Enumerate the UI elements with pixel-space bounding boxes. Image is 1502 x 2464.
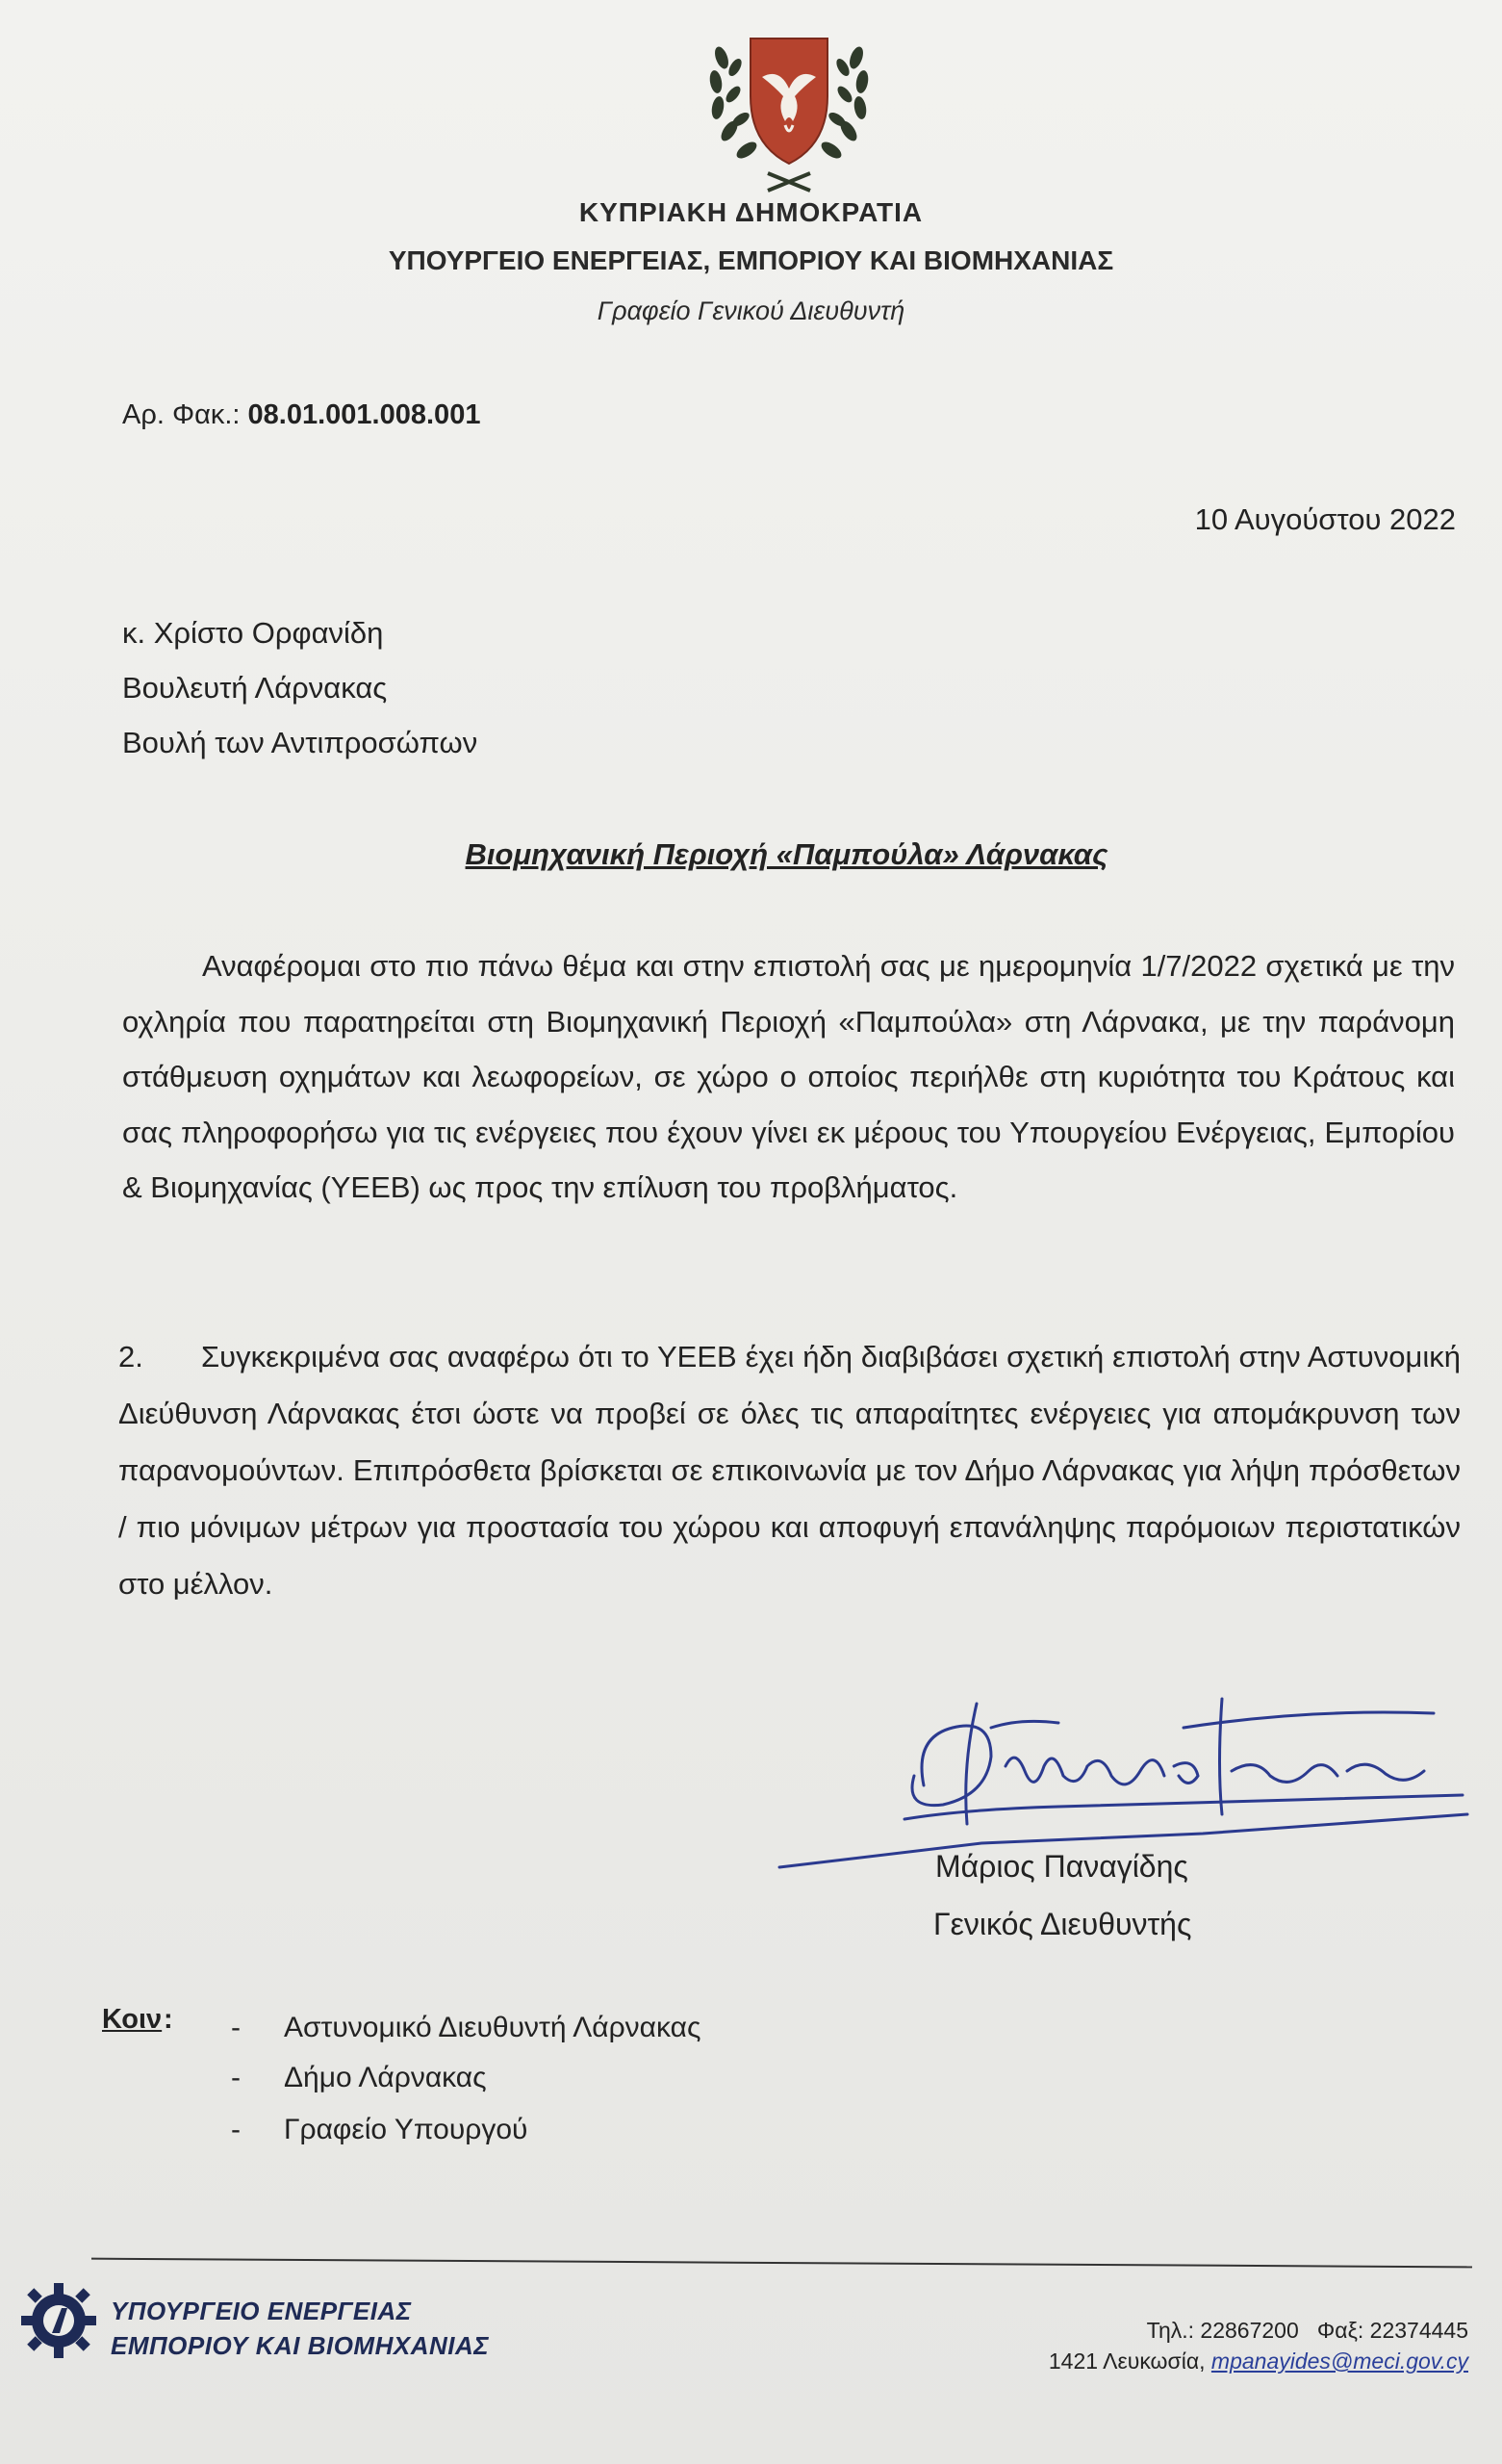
country-heading: ΚΥΠΡΙΑΚΗ ΔΗΜΟΚΡΑΤΙΑ	[578, 197, 924, 227]
copy-recipient-label: Δήμο Λάρνακας	[284, 2062, 487, 2093]
footer-ministry-line-1: ΥΠΟΥΡΓΕΙΟ ΕΝΕΡΓΕΙΑΣ	[111, 2297, 412, 2325]
letter-date: 10 Αυγούστου 2022	[1194, 502, 1456, 536]
copies-label: Κοιν	[102, 2004, 163, 2035]
copy-dash: -	[231, 2062, 241, 2093]
footer-phone-fax	[1147, 2318, 1468, 2344]
copy-dash: -	[231, 2012, 241, 2043]
letter-subject: Βιομηχανική Περιοχή «Παμπούλα» Λάρνακας	[465, 837, 1108, 871]
coat-of-arms-icon	[693, 29, 885, 192]
address-text: 1421 Λευκωσία,	[1048, 2348, 1206, 2374]
copy-recipient-label: Αστυνομικό Διευθυντή Λάρνακας	[284, 2012, 701, 2043]
file-reference-number: 08.01.001.008.001	[247, 399, 481, 430]
paragraph-2-text: Συγκεκριμένα σας αναφέρω ότι το ΥΕΕΒ έχει ήδη διαβιβάσει σχετική επιστολή στην Αστυνομική Διεύθυνση Λάρνακας έτσι ώστε να προβεί σε όλες τις απαραίτητες ενέργειες για απομάκρυνση των παρανομούντων. Επιπρόσθετα βρίσκεται σε επικοινωνία με τον Δήμο Λάρνακας για λήψη πρόσθετων / πιο μόνιμων μέτρων για προστασία του χώρου και αποφυγή επανάληψης παρόμοιων περιστατικών στο μέλλον.	[118, 1340, 1461, 1601]
copy-recipient-label: Γραφείο Υπουργού	[284, 2114, 528, 2145]
body-paragraph-2	[118, 1328, 1461, 1612]
copy-recipient	[231, 2012, 700, 2044]
signatory-name: Μάριος Παναγίδης	[935, 1849, 1188, 1884]
copies-colon: :	[164, 2004, 173, 2035]
paragraph-number: 2.	[118, 1340, 143, 1373]
copy-recipient	[231, 2062, 487, 2094]
footer-address	[1049, 2348, 1468, 2374]
phone-number: 22867200	[1200, 2318, 1299, 2343]
office-heading: Γραφείο Γενικού Διευθυντή	[597, 296, 905, 325]
email-link[interactable]: mpanayides@meci.gov.cy	[1210, 2348, 1468, 2374]
signatory-title: Γενικός Διευθυντής	[933, 1907, 1192, 1941]
copy-dash: -	[231, 2114, 241, 2145]
recipient-position: Βουλευτή Λάρνακας	[122, 671, 388, 705]
recipient-name: κ. Χρίστο Ορφανίδη	[122, 616, 384, 650]
footer-ministry-line-2: ΕΜΠΟΡΙΟΥ ΚΑΙ ΒΙΟΜΗΧΑΝΙΑΣ	[111, 2331, 490, 2360]
ministry-gear-logo-icon	[17, 2279, 100, 2362]
body-paragraph-1: Αναφέρομαι στο πιο πάνω θέμα και στην επιστολή σας με ημερομηνία 1/7/2022 σχετικά με την οχληρία που παρατηρείται στη Βιομηχανική Περιοχή «Παμπούλα» στη Λάρνακα, με την παράνομη στάθμευση οχημάτων και λεωφορείων, σε χώρο ο οποίος περιήλθε στη κυριότητα του Κράτους και σας πληροφορήσω για τις ενέργειες που έχουν γίνει εκ μέρους του Υπουργείου Ενέργειας, Εμπορίου & Βιομηχανίας (ΥΕΕΒ) ως προς την επίλυση του προβλήματος.	[122, 949, 1455, 1204]
ministry-heading: ΥΠΟΥΡΓΕΙΟ ΕΝΕΡΓΕΙΑΣ, ΕΜΠΟΡΙΟΥ ΚΑΙ ΒΙΟΜΗΧΑΝΙΑΣ	[388, 245, 1114, 275]
recipient-institution: Βουλή των Αντιπροσώπων	[122, 726, 478, 759]
phone-label: Τηλ.:	[1146, 2318, 1195, 2343]
copy-recipient	[231, 2114, 527, 2146]
fax-label: Φαξ:	[1316, 2318, 1364, 2343]
fax-number: 22374445	[1369, 2318, 1468, 2343]
footer-divider	[91, 2258, 1472, 2269]
file-reference-label: Αρ. Φακ.:	[122, 399, 241, 430]
file-reference	[122, 399, 480, 431]
